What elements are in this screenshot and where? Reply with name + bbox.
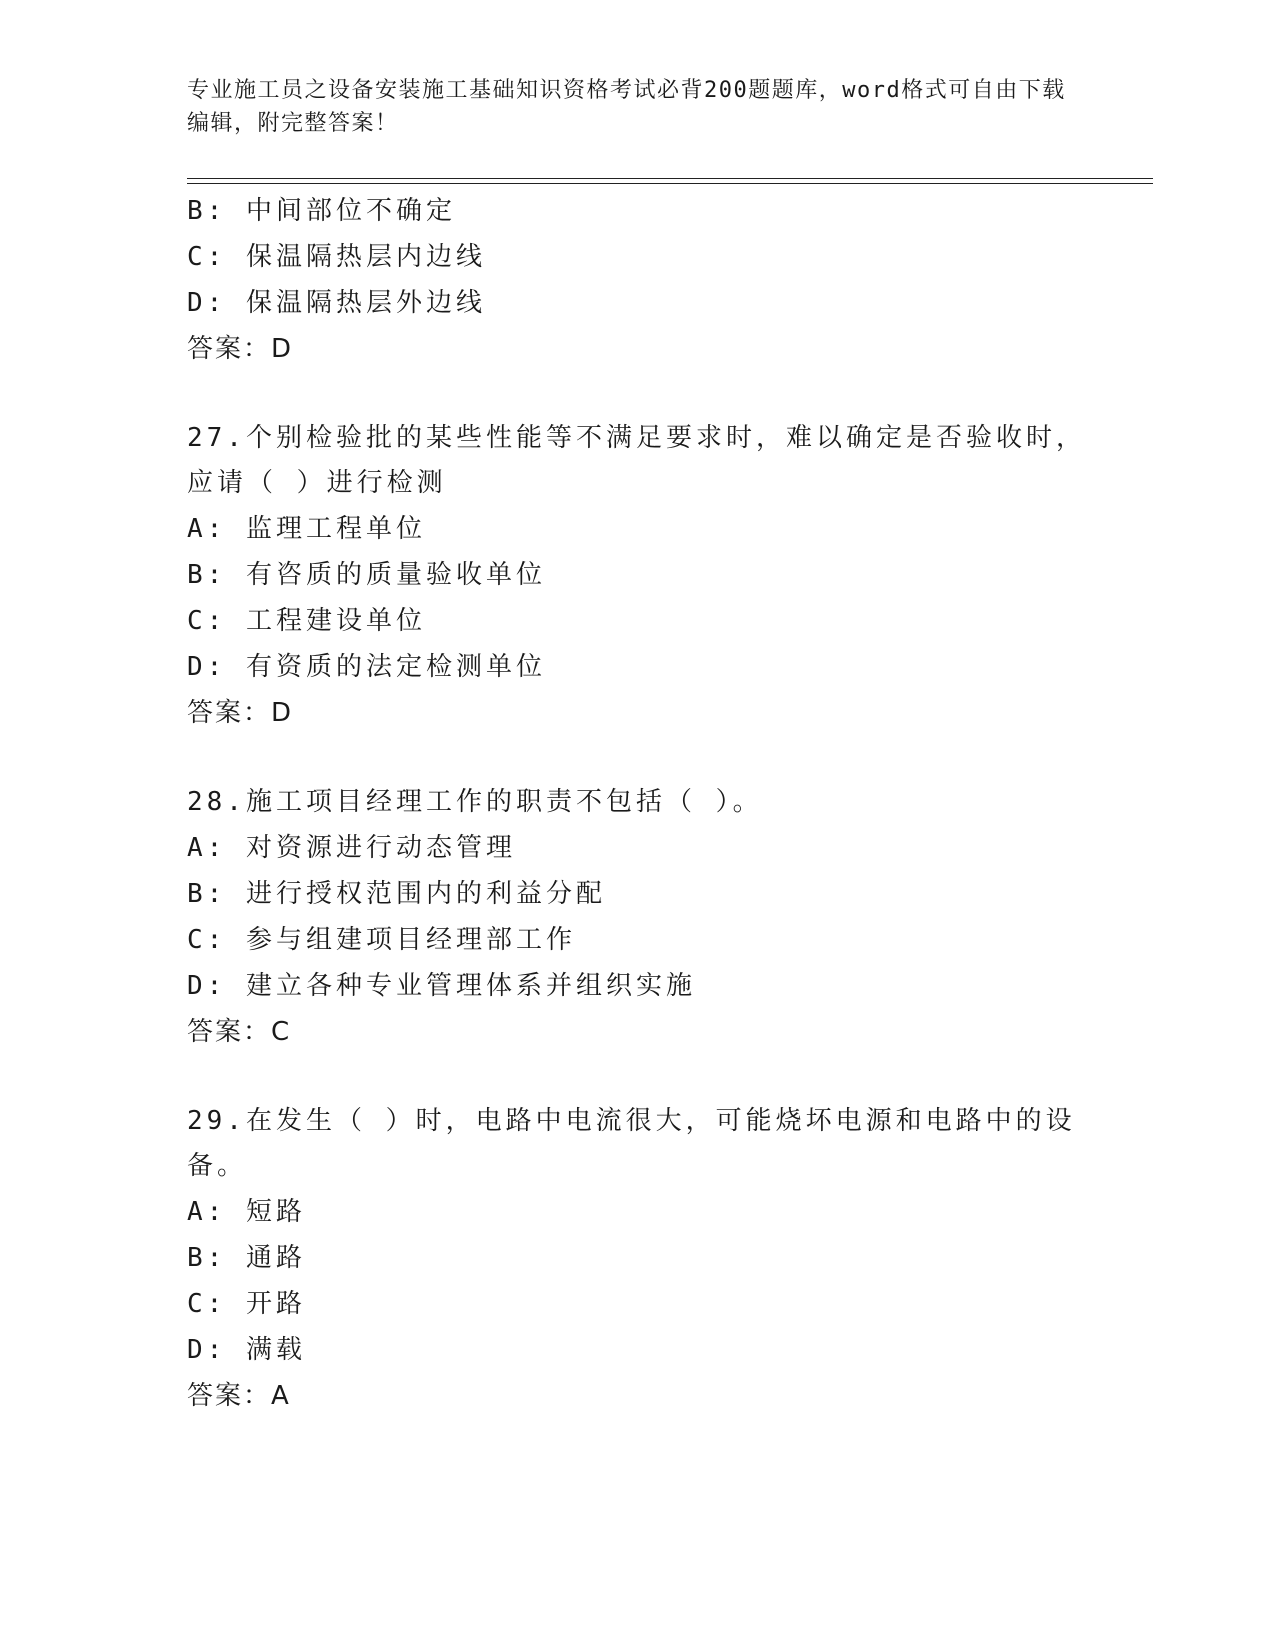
question-stem: 28.施工项目经理工作的职责不包括（ ）。 <box>187 787 763 817</box>
option-d: D: 有资质的法定检测单位 <box>187 652 546 682</box>
option-c: C: 开路 <box>187 1289 306 1319</box>
continued-question <box>187 188 1087 372</box>
question-29 <box>187 1099 1087 1419</box>
answer-line: 答案：C <box>187 1017 292 1047</box>
answer-line: 答案：D <box>187 698 294 728</box>
header-divider <box>187 178 1153 184</box>
option-a: A: 短路 <box>187 1197 306 1227</box>
option-c: C: 工程建设单位 <box>187 606 426 636</box>
option-c: C: 参与组建项目经理部工作 <box>187 925 576 955</box>
option-a: A: 监理工程单位 <box>187 514 426 544</box>
question-content <box>187 188 1087 1419</box>
question-stem: 27.个别检验批的某些性能等不满足要求时，难以确定是否验收时，应请（ ）进行检测 <box>187 423 1086 498</box>
option-b: B: 通路 <box>187 1243 306 1273</box>
option-c: C: 保温隔热层内边线 <box>187 242 486 272</box>
answer-line: 答案：A <box>187 1381 291 1411</box>
option-b: B: 有咨质的质量验收单位 <box>187 560 546 590</box>
page-header: 专业施工员之设备安装施工基础知识资格考试必背200题题库，word格式可自由下载编辑，附完整答案！ <box>187 78 1066 136</box>
question-stem: 29.在发生（ ）时，电路中电流很大，可能烧坏电源和电路中的设备。 <box>187 1106 1076 1181</box>
question-27 <box>187 416 1087 736</box>
answer-line: 答案：D <box>187 334 294 364</box>
option-a: A: 对资源进行动态管理 <box>187 833 516 863</box>
option-d: D: 保温隔热层外边线 <box>187 288 486 318</box>
option-b: B: 进行授权范围内的利益分配 <box>187 879 606 909</box>
option-d: D: 满载 <box>187 1335 306 1365</box>
option-d: D: 建立各种专业管理体系并组织实施 <box>187 971 696 1001</box>
question-28 <box>187 780 1087 1055</box>
option-b: B: 中间部位不确定 <box>187 196 456 226</box>
